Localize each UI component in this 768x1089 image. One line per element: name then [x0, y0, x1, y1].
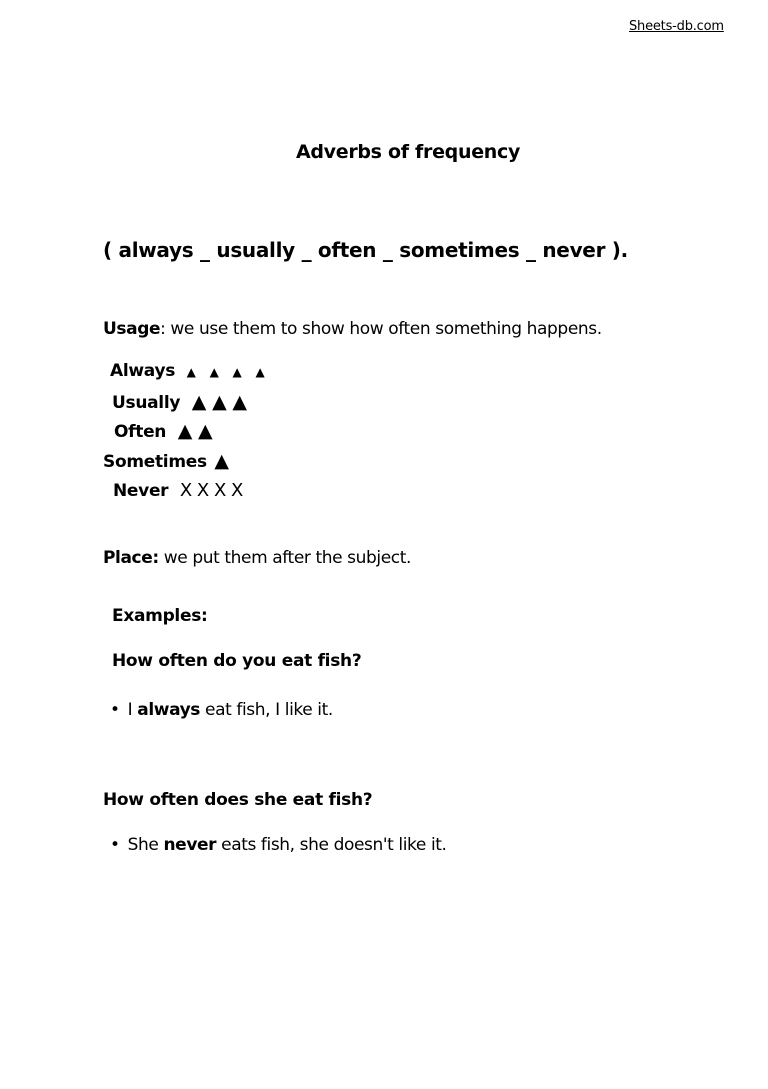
- adverb-list: ( always _ usually _ often _ sometimes _ never ).: [103, 238, 628, 262]
- scale-row-never: [113, 480, 248, 501]
- cross-icon: X: [196, 480, 209, 501]
- bullet-icon: •: [110, 700, 120, 720]
- place-text: we put them after the subject.: [163, 548, 411, 568]
- usage-text: : we use them to show how often something happens.: [160, 319, 602, 339]
- triangle-icon: ▲: [214, 450, 229, 472]
- triangle-marks: [187, 361, 279, 381]
- answer-adverb: never: [163, 835, 217, 855]
- triangle-icon: ▲: [209, 365, 219, 379]
- example-question-1: How often do you eat fish?: [112, 651, 362, 671]
- triangle-marks: [214, 452, 234, 472]
- bullet-icon: •: [110, 835, 120, 855]
- triangle-icon: ▲: [255, 365, 265, 379]
- triangle-marks: [178, 422, 219, 442]
- triangle-icon: ▲: [191, 391, 207, 413]
- example-answer-1: [110, 700, 333, 720]
- triangle-icon: ▲: [212, 391, 227, 413]
- triangle-icon: ▲: [186, 365, 196, 379]
- cross-marks: [180, 481, 248, 501]
- scale-label: Never: [113, 481, 169, 501]
- answer-pre: She: [127, 835, 164, 855]
- answer-post: eats fish, she doesn't like it.: [216, 835, 447, 855]
- page-title: Adverbs of frequency: [295, 141, 521, 163]
- cross-icon: X: [230, 480, 244, 501]
- triangle-icon: ▲: [177, 420, 193, 442]
- scale-label: Sometimes: [103, 452, 207, 472]
- triangle-icon: ▲: [232, 391, 247, 413]
- scale-row-often: [114, 420, 218, 442]
- usage-line: [103, 319, 602, 339]
- usage-label: Usage: [103, 319, 161, 339]
- examples-heading: Examples:: [112, 606, 208, 626]
- place-line: [103, 548, 411, 568]
- scale-label: Usually: [112, 393, 181, 413]
- example-question-2: How often does she eat fish?: [103, 790, 373, 810]
- example-answer-2: [110, 835, 447, 855]
- site-link[interactable]: Sheets-db.com: [629, 19, 724, 34]
- scale-row-sometimes: [103, 450, 235, 472]
- scale-row-usually: [112, 391, 253, 413]
- triangle-marks: [192, 393, 253, 413]
- cross-icon: X: [179, 480, 192, 501]
- answer-adverb: always: [137, 700, 201, 720]
- scale-row-always: [110, 361, 278, 381]
- place-label: Place:: [103, 548, 159, 568]
- answer-post: eat fish, I like it.: [200, 700, 333, 720]
- scale-label: Always: [110, 361, 176, 381]
- cross-icon: X: [213, 480, 226, 501]
- scale-label: Often: [114, 422, 167, 442]
- answer-pre: I: [127, 700, 138, 720]
- triangle-icon: ▲: [198, 420, 213, 442]
- triangle-icon: ▲: [232, 365, 242, 379]
